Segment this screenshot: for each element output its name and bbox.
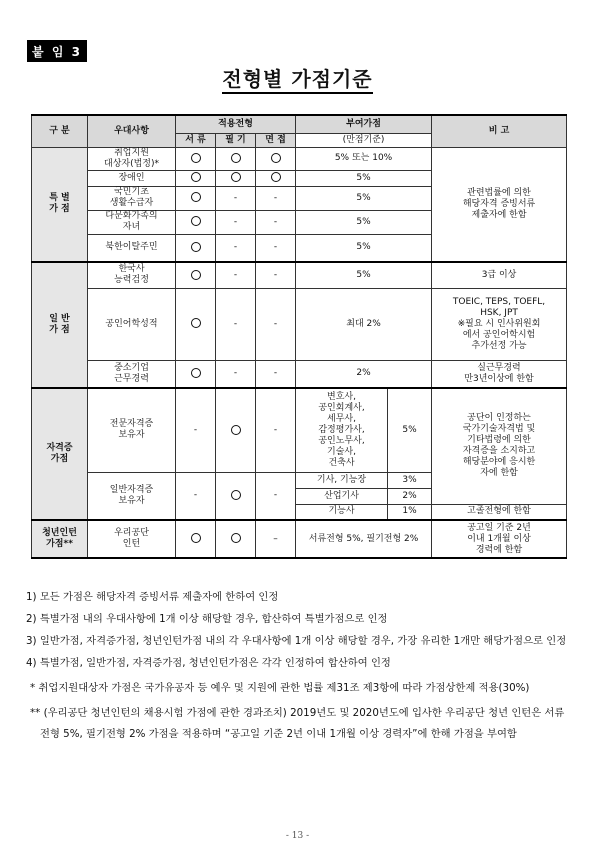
group-general: 일 반 가 점 <box>32 262 88 388</box>
pro-cert-list: 변호사, 공인회계사, 세무사, 감정평가사, 공인노무사, 기술사, 건축사 <box>296 388 388 472</box>
notes <box>26 590 571 749</box>
dash: - <box>216 262 256 288</box>
header-applied: 적용전형 <box>176 115 296 133</box>
bonus-value: 3% <box>388 472 432 488</box>
circle-mark <box>191 192 201 202</box>
header-division: 구 분 <box>32 115 88 147</box>
circle-mark <box>271 172 281 182</box>
dash: - <box>256 388 296 472</box>
note-2: 2) 특별가점 내의 우대사항에 1개 이상 해당할 경우, 합산하여 특별가점으로 인정 <box>26 613 388 625</box>
circle-mark <box>231 425 241 435</box>
cert-remark: 공단이 인정하는 국가기술자격법 및 기타법령에 의한 자격증을 소지하고 해당분야에 응시한 자에 한함 <box>432 388 567 504</box>
dash: - <box>216 234 256 262</box>
bonus-value: 5% 또는 10% <box>296 147 432 170</box>
circle-mark <box>191 318 201 328</box>
dash: - <box>256 360 296 388</box>
row-defector: 북한이탈주민 <box>88 234 176 262</box>
circle-mark <box>231 533 241 543</box>
circle-mark <box>191 172 201 182</box>
row-disabled: 장애인 <box>88 170 176 186</box>
header-doc: 서 류 <box>176 133 216 147</box>
remark: 공고일 기준 2년 이내 1개월 이상 경력에 한함 <box>432 520 567 558</box>
header-preference: 우대사항 <box>88 115 176 147</box>
dash: - <box>256 288 296 360</box>
bonus-value: 5% <box>296 234 432 262</box>
header-bonus-sub: (만점기준) <box>296 133 432 147</box>
group-special: 특 별 가 점 <box>32 147 88 262</box>
page-title: 전형별 가점기준 <box>0 63 595 92</box>
header-written: 필 기 <box>216 133 256 147</box>
bonus-value: 최대 2% <box>296 288 432 360</box>
header-remarks: 비 고 <box>432 115 567 147</box>
circle-mark <box>191 216 201 226</box>
note-3: 3) 일반가점, 자격증가점, 청년인턴가점 내의 각 우대사항에 1개 이상 해당할 경우, 가장 유리한 1개만 해당가점으로 인정 <box>26 635 567 647</box>
page-number: - 13 - <box>285 831 310 841</box>
row-korean-history: 한국사 능력검정 <box>88 262 176 288</box>
row-intern: 우리공단 인턴 <box>88 520 176 558</box>
bonus-value: 5% <box>296 210 432 234</box>
bonus-criteria-table <box>31 114 567 559</box>
bonus-value: 5% <box>296 262 432 288</box>
circle-mark <box>191 533 201 543</box>
dash: - <box>256 262 296 288</box>
group-cert: 자격증 가점 <box>32 388 88 520</box>
header-bonus: 부여가점 <box>296 115 432 133</box>
footnote-double-star: ** (우리공단 청년인턴의 채용시험 가점에 관한 경과조치) 2019년도 및 2020년도에 입사한 우리공단 청년 인턴은 서류전형 5%, 필기전형 2% 가점을 적용하며 “공고일 기준 2년 이내 1개월 이상 경력자”에 한해 가점을 부여함 <box>30 707 565 740</box>
bonus-value: 5% <box>388 388 432 472</box>
row-sme-career: 중소기업 근무경력 <box>88 360 176 388</box>
dash: - <box>216 186 256 210</box>
dash: - <box>256 234 296 262</box>
bonus-value: 5% <box>296 186 432 210</box>
row-language: 공인어학성적 <box>88 288 176 360</box>
dash: - <box>256 210 296 234</box>
cert-item: 산업기사 <box>296 488 388 504</box>
attachment-badge: 붙 임 3 <box>27 40 87 62</box>
row-veteran: 취업지원 대상자(법정)* <box>88 147 176 170</box>
circle-mark <box>271 153 281 163</box>
dash: - <box>256 472 296 520</box>
dash: - <box>176 472 216 520</box>
circle-mark <box>191 368 201 378</box>
circle-mark <box>231 172 241 182</box>
bonus-value: 2% <box>296 360 432 388</box>
circle-mark <box>231 153 241 163</box>
remark: TOEIC, TEPS, TOEFL, HSK, JPT ※필요 시 인사위원회 에서 공인어학시험 추가선정 가능 <box>432 288 567 360</box>
dash: - <box>216 210 256 234</box>
special-remark: 관련법률에 의한 해당자격 증빙서류 제출자에 한함 <box>432 147 567 262</box>
bonus-value: 1% <box>388 504 432 520</box>
circle-mark <box>191 242 201 252</box>
footnote-star: * 취업지원대상자 가점은 국가유공자 등 예우 및 지원에 관한 법률 제31조 제3항에 따라 가점상한제 적용(30%) <box>30 682 530 694</box>
row-basic-living: 국민기초 생활수급자 <box>88 186 176 210</box>
note-1: 1) 모든 가점은 해당자격 증빙서류 제출자에 한하여 인정 <box>26 591 279 603</box>
circle-mark <box>191 153 201 163</box>
dash: - <box>176 388 216 472</box>
remark: 3급 이상 <box>432 262 567 288</box>
group-youth: 청년인턴 가점** <box>32 520 88 558</box>
row-multicultural: 다문화가족의 자녀 <box>88 210 176 234</box>
dash: – <box>256 520 296 558</box>
note-4: 4) 특별가점, 일반가점, 자격증가점, 청년인턴가점은 각각 인정하여 합산하여 인정 <box>26 657 391 669</box>
dash: - <box>216 288 256 360</box>
dash: - <box>216 360 256 388</box>
dash: - <box>256 186 296 210</box>
remark: 고졸전형에 한함 <box>432 504 567 520</box>
cert-item: 기사, 기능장 <box>296 472 388 488</box>
circle-mark <box>231 490 241 500</box>
bonus-value: 5% <box>296 170 432 186</box>
remark: 실근무경력 만3년이상에 한함 <box>432 360 567 388</box>
row-pro-cert: 전문자격증 보유자 <box>88 388 176 472</box>
cert-item: 기능사 <box>296 504 388 520</box>
bonus-value: 서류전형 5%, 필기전형 2% <box>296 520 432 558</box>
bonus-value: 2% <box>388 488 432 504</box>
circle-mark <box>191 270 201 280</box>
row-general-cert: 일반자격증 보유자 <box>88 472 176 520</box>
header-interview: 면 접 <box>256 133 296 147</box>
